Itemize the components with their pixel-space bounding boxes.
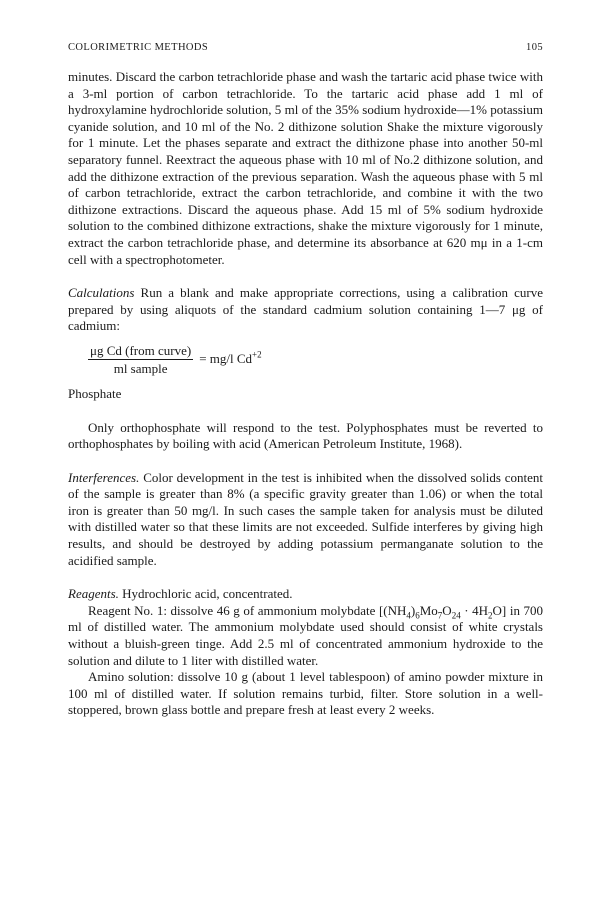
paragraph-reagent-1 <box>68 603 543 669</box>
formula-denominator: ml sample <box>113 360 168 376</box>
interferences-text: Color development in the test is inhibited when the dissolved solids content of the sample is greater than 8% (a specific gravity greater than 1.06) or when the total iron is greater than 50 mg/l. In such cases the sample taken for analysis must be diluted with distilled water so that these limits are not exceeded. Sulfide interferes by giving high results, and should be destroyed by adding potassium permanganate solution to the acidified sample. <box>68 469 543 568</box>
formula-result <box>199 351 261 367</box>
reagent1-sub-7: 7 <box>437 610 443 621</box>
page <box>68 42 543 719</box>
running-head <box>68 42 543 53</box>
page-number: 105 <box>526 42 543 53</box>
paragraph-amino-solution: Amino solution: dissolve 10 g (about 1 level tablespoon) of amino powder mixture in 100 ml of distilled water. If solution remains turbid, filter. Store solution in a well-stoppered, brown glass bottle and prepare fresh at least every 2 weeks. <box>68 669 543 718</box>
reagent1-text-f: O] in 700 ml of distilled water. The ammonium molybdate used should consist of white crystals without a bluish-green tinge. Add 2.5 ml of concentrated ammonium hydroxide to the solution and dilute to 1 liter with distilled water. <box>68 602 544 668</box>
reagent1-text-c: Mo <box>419 602 438 618</box>
reagent1-sub-2: 2 <box>488 610 493 621</box>
reagent1-text-e: · 4H <box>460 602 489 618</box>
paragraph-phosphate-intro: Only orthophosphate will respond to the test. Polyphosphates must be reverted to orthophosphates by boiling with acid (American Petroleum Institute, 1968). <box>68 419 543 452</box>
reagent1-text-d: O <box>442 602 452 618</box>
reagent1-text-b: ) <box>410 602 416 618</box>
reagent1-sub-24: 24 <box>451 610 461 621</box>
formula-numerator: μg Cd (from curve) <box>90 342 192 358</box>
formula-result-text: = mg/l Cd <box>199 351 253 367</box>
reagents-text: Hydrochloric acid, concentrated. <box>118 586 293 602</box>
calculations-text: Run a blank and make appropriate corrections, using a calibration curve prepared by using aliquots of the standard cadmium solution containing 1—7 μg of cadmium: <box>68 285 543 334</box>
interferences-label: Interferences. <box>68 469 140 485</box>
paragraph-procedure-continued: minutes. Discard the carbon tetrachloride phase and wash the tartaric acid phase twice with a 3-ml portion of carbon tetrachloride. To the tartaric acid phase add 1 ml of hydroxylamine hydrochloride solution, 5 ml of the 35% sodium hydroxide—1% potassium cyanide solution, and 10 ml of the No. 2 dithizone solution Shake the mixture vigorously for 1 minute. Let the phases separate and extract the dithizone phase into another 50-ml separatory funnel. Reextract the aqueous phase with 10 ml of No.2 dithizone solution, and add the dithizone extraction of the previous separation. Wash the aqueous phase with 5 ml of carbon tetrachloride, extract the carbon tetrachloride, and combine it with the two dithizone extractions. Discard the aqueous phase. Add 15 ml of 5% sodium hydroxide solution to the combined dithizone extractions, shake the mixture vigorously for 1 minute, extract the carbon tetrachloride phase, and determine its absorbance at 620 mμ in a 1-cm cell with a spectrophotometer. <box>68 69 543 267</box>
formula-fraction <box>88 343 193 376</box>
formula-superscript: +2 <box>252 350 262 361</box>
reagents-label: Reagents. <box>68 586 119 602</box>
reagent1-sub-6: 6 <box>415 610 420 621</box>
paragraph-reagents <box>68 586 543 603</box>
reagent1-sub-4: 4 <box>406 610 411 621</box>
reagent1-text-a: Reagent No. 1: dissolve 46 g of ammonium molybdate [(NH <box>88 602 407 618</box>
paragraph-interferences <box>68 470 543 570</box>
running-title: COLORIMETRIC METHODS <box>68 42 209 53</box>
calculations-label: Calculations <box>68 285 135 301</box>
cadmium-formula <box>88 343 543 376</box>
paragraph-calculations <box>68 285 543 335</box>
section-heading-phosphate: Phosphate <box>68 385 122 401</box>
